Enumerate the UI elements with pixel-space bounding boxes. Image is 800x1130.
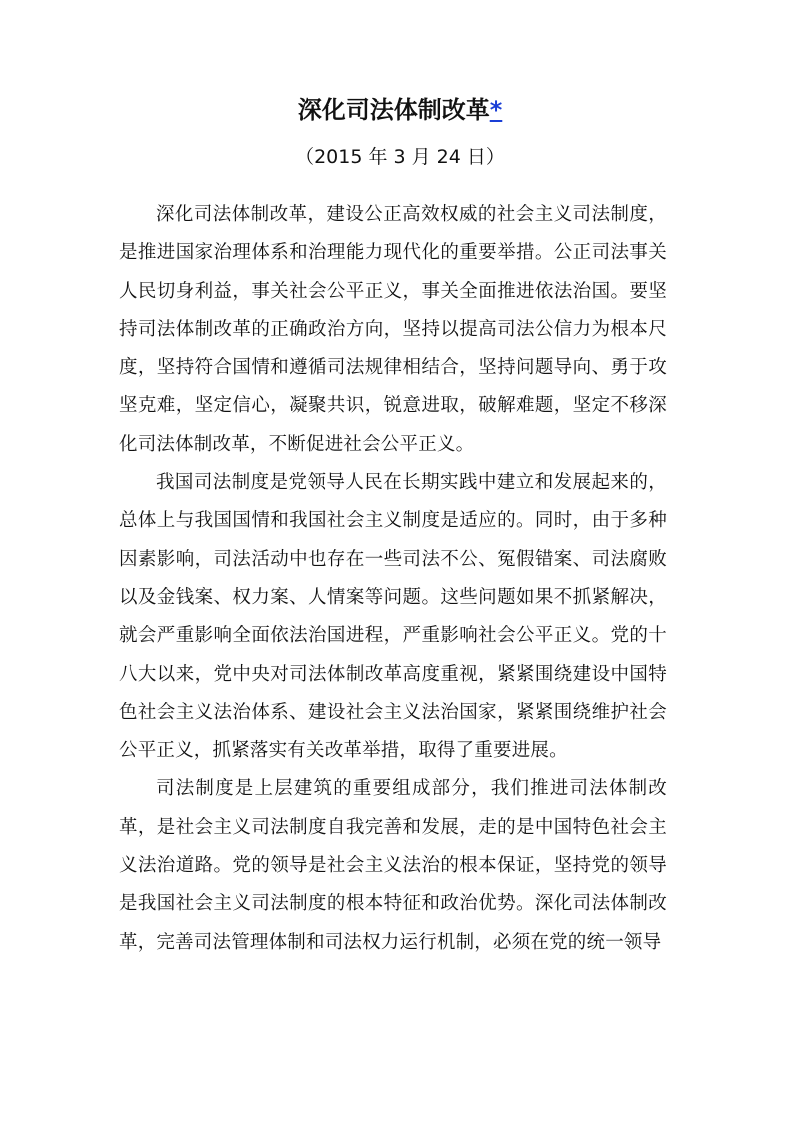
paragraph-3: 司法制度是上层建筑的重要组成部分，我们推进司法体制改革，是社会主义司法制度自我完善和发展，走的是中国特色社会主义法治道路。党的领导是社会主义法治的根本保证，坚持党的领导是我国社会主义司法制度的根本特征和政治优势。深化司法体制改革，完善司法管理体制和司法权力运行机制，必须在党的统一领导 — [119, 778, 667, 953]
title-text: 深化司法体制改革 — [297, 96, 490, 124]
paragraph-2: 我国司法制度是党领导人民在长期实践中建立和发展起来的，总体上与我国国情和我国社会主义制度是适应的。同时，由于多种因素影响，司法活动中也存在一些司法不公、冤假错案、司法腐败以及金钱案、权力案、人情案等问题。这些问题如果不抓紧解决，就会严重影响全面依法治国进程，严重影响社会公平正义。党的十八大以来，党中央对司法体制改革高度重视，紧紧围绕建设中国特色社会主义法治体系、建设社会主义法治国家，紧紧围绕维护社会公平正义，抓紧落实有关改革举措，取得了重要进展。 — [119, 472, 667, 762]
footnote-link[interactable]: * — [489, 96, 503, 124]
document-body — [119, 196, 667, 962]
paragraph-1: 深化司法体制改革，建设公正高效权威的社会主义司法制度，是推进国家治理体系和治理能力现代化的重要举措。公正司法事关人民切身利益，事关社会公平正义，事关全面推进依法治国。要坚持司法体制改革的正确政治方向，坚持以提高司法公信力为根本尺度，坚持符合国情和遵循司法规律相结合，坚持问题导向、勇于攻坚克难，坚定信心，凝聚共识，锐意进取，破解难题，坚定不移深化司法体制改革，不断促进社会公平正义。 — [119, 204, 667, 455]
document-date: （2015 年 3 月 24 日） — [295, 146, 505, 168]
document-title — [0, 92, 800, 128]
